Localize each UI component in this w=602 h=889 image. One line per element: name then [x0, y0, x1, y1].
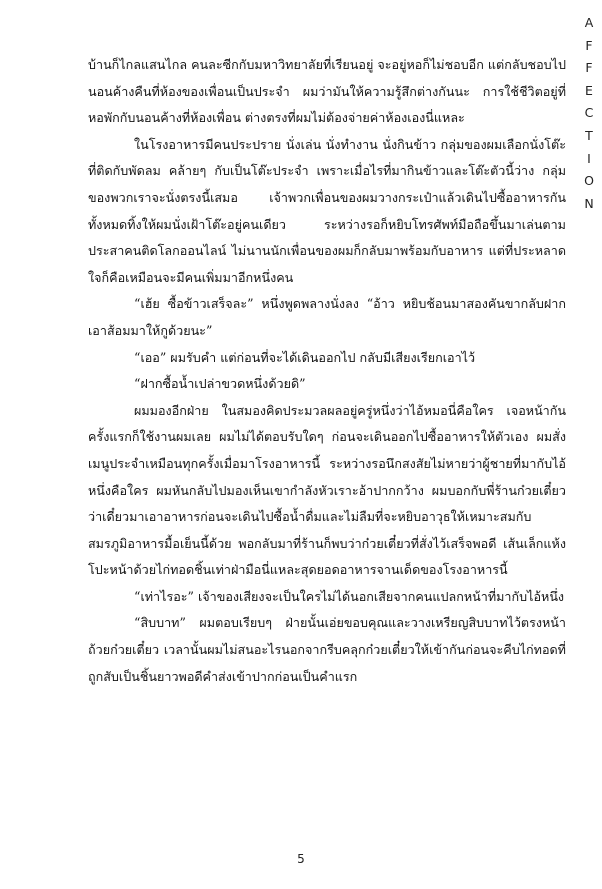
- title-letter: E: [585, 82, 593, 98]
- vertical-title-affection: [580, 12, 598, 215]
- paragraph: บ้านก็ไกลแสนไกล คนละซีกกับมหาวิทยาลัยที่เรียนอยู่ จะอยู่หอก็ไม่ชอบอีก แต่กลับชอบไปนอนค้างคืนที่ห้องของเพื่อนเป็นประจำ ผมว่ามันให้ความรู้สึกต่างกันนะ การใช้ชีวิตอยู่ที่หอพักกับนอนค้างที่ห้องเพื่อน ต่างตรงที่ผมไม่ต้องจ่ายค่าห้องเองนี่แหละ: [88, 57, 566, 126]
- paragraph: “ฝากซื้อน้ำเปล่าขวดหนึ่งด้วยดิ”: [134, 376, 306, 392]
- body-text: [88, 52, 566, 690]
- paragraph: ในโรงอาหารมีคนประปราย นั่งเล่น นั่งทำงาน นั่งกินข้าว กลุ่มของผมเลือกนั่งโต๊ะที่ติดกับพัดลม คล้ายๆ กับเป็นโต๊ะประจำ เพราะเมื่อไรที่มากินข้าวและโต๊ะตัวนี้ว่าง กลุ่มของพวกเราจะนั่งตรงนี้เสมอ เจ้าพวกเพื่อนของผมวางกระเป๋าแล้วเดินไปซื้ออาหารกันทั้งหมดทิ้งให้ผมนั่งเฝ้าโต๊ะอยู่คนเดียว ระหว่างรอก็หยิบโทรศัพท์มือถือขึ้นมาเล่นตามประสาคนติดโลกออนไลน์ ไม่นานนักเพื่อนของผมก็กลับมาพร้อมกับอาหาร แต่ที่ประหลาดใจก็คือเหมือนจะมีคนเพิ่มมาอีกหนึ่งคน: [88, 136, 566, 285]
- title-letter: C: [584, 105, 594, 121]
- title-letter: N: [584, 195, 594, 211]
- page-number: 5: [297, 852, 305, 866]
- title-letter: I: [587, 150, 591, 166]
- paragraph: “สิบบาท” ผมตอบเรียบๆ ฝ่ายนั้นเอ่ยขอบคุณและวางเหรียญสิบบาทไว้ตรงหน้าถ้วยก๋วยเตี๋ยว เวลานั้นผมไม่สนอะไรนอกจากรีบคลุกก๋วยเตี๋ยวให้เข้ากันก่อนจะคีบไก่ทอดที่ถูกสับเป็นชิ้นยาวพอดีคำส่งเข้าปากก่อนเป็นคำแรก: [88, 615, 566, 684]
- title-letter: O: [584, 173, 594, 189]
- title-letter: F: [585, 60, 593, 76]
- paragraph: ผมมองอีกฝ่าย ในสมองคิดประมวลผลอยู่ครู่หนึ่งว่าไอ้หมอนี่คือใคร เจอหน้ากันครั้งแรกก็ใช้งานผมเลย ผมไม่ได้ตอบรับใดๆ ก่อนจะเดินออกไปซื้ออาหารให้ตัวเอง ผมสั่งเมนูประจำเหมือนทุกครั้งเมื่อมาโรงอาหารนี้ ระหว่างรอนึกสงสัยไม่หายว่าผู้ชายที่มากับไอ้หนึ่งคือใคร ผมหันกลับไปมองเห็นเขากำลังหัวเราะอ้าปากกว้าง ผมบอกกับพี่ร้านก๋วยเตี๋ยวว่าเดี๋ยวมาเอาอาหารก่อนจะเดินไปซื้อน้ำดื่มและไม่ลืมที่จะหยิบอาวุธให้เหมาะสมกับสมรภูมิอาหารมื้อเย็นนี้ด้วย พอกลับมาที่ร้านก็พบว่าก๋วยเตี๋ยวที่สั่งไว้เสร็จพอดี เส้นเล็กแห้งโปะหน้าด้วยไก่ทอดชิ้นเท่าฝ่ามือนี่แหละสุดยอดอาหารจานเด็ดของโรงอาหารนี้: [88, 402, 566, 578]
- title-letter: A: [584, 15, 594, 30]
- paragraph: “เฮ้ย ซื้อข้าวเสร็จละ” หนึ่งพูดพลางนั่งลง “อ้าว หยิบช้อนมาสองคันขากลับฝากเอาส้อมมาให้กูด้วยนะ”: [88, 296, 566, 338]
- paragraph: “เออ” ผมรับคำ แต่ก่อนที่จะได้เดินออกไป กลับมีเสียงเรียกเอาไว้: [134, 349, 476, 365]
- title-letter: F: [585, 37, 593, 53]
- title-letter: T: [585, 127, 593, 143]
- paragraph: “เท่าไรอะ” เจ้าของเสียงจะเป็นใครไม่ได้นอกเสียจากคนแปลกหน้าที่มากับไอ้หนึ่ง: [134, 588, 565, 604]
